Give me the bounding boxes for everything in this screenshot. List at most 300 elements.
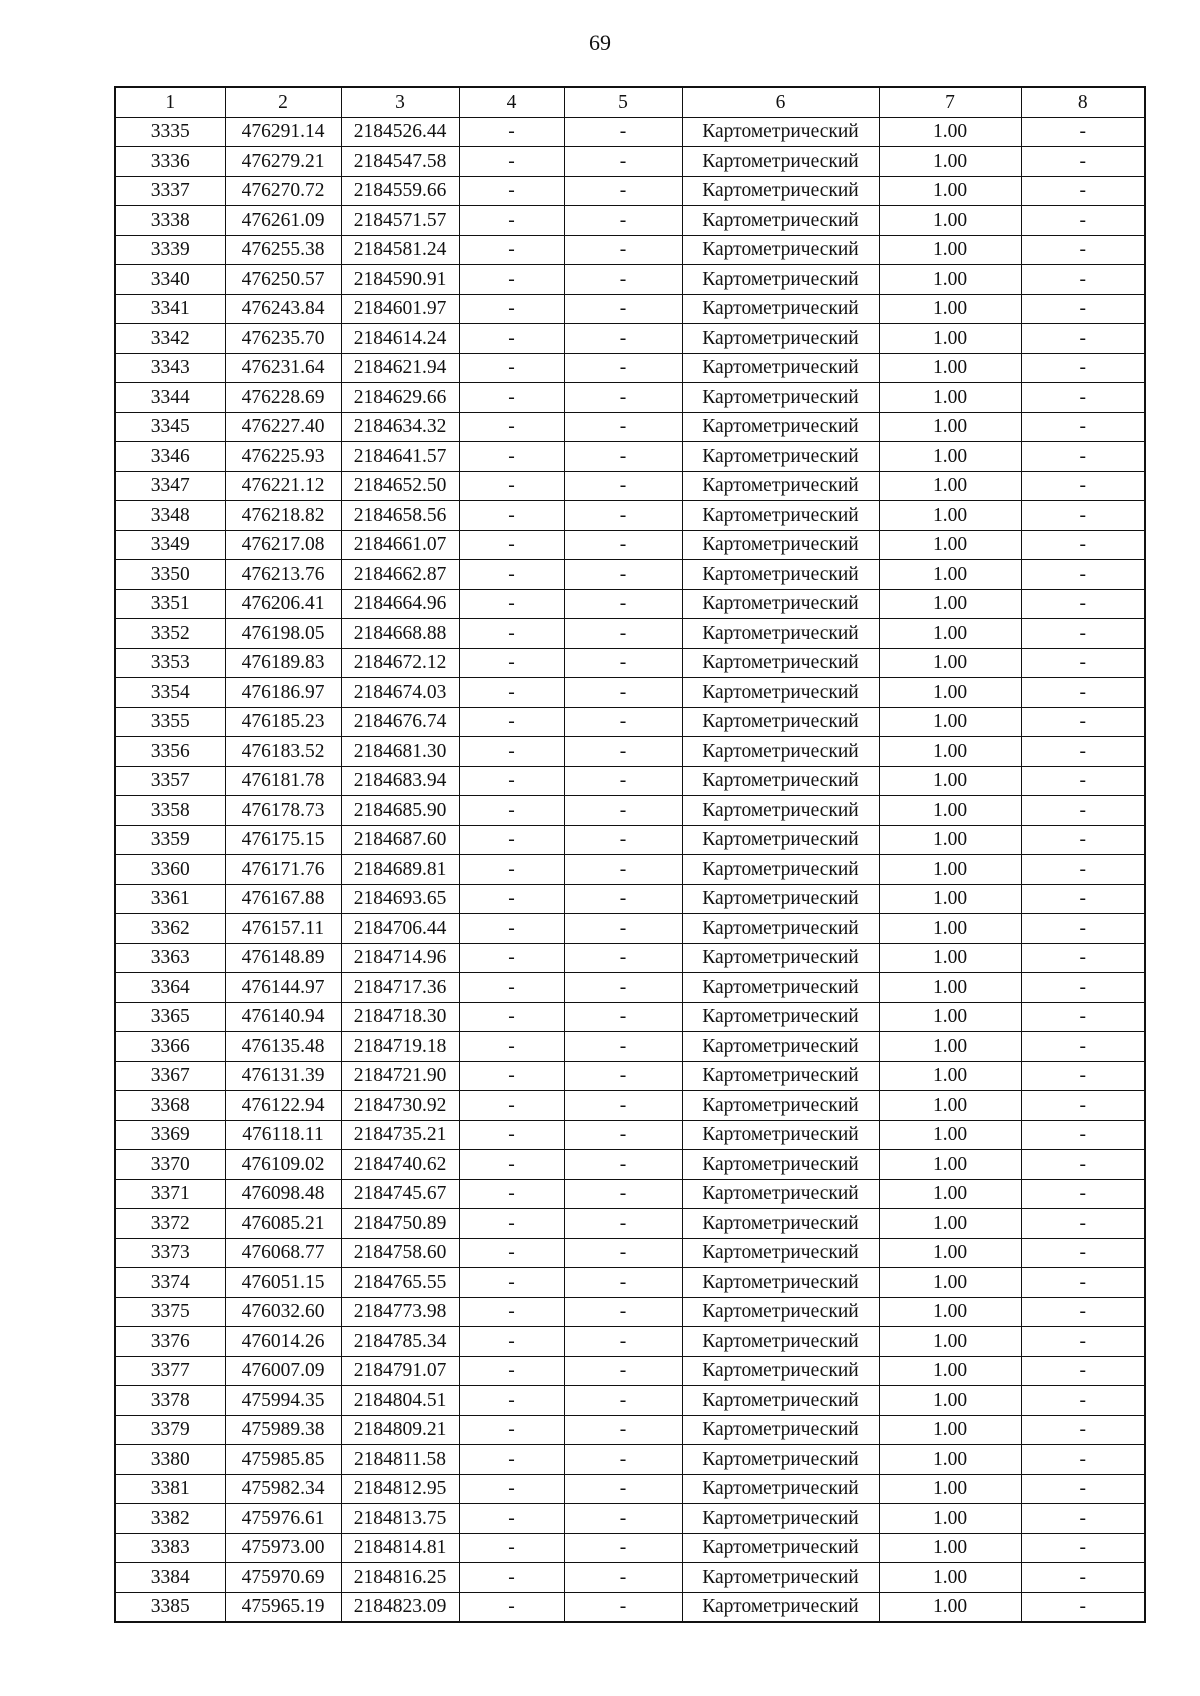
table-cell: 2184758.60 [341, 1238, 459, 1268]
table-cell: 3351 [115, 589, 225, 619]
table-cell: 476085.21 [225, 1209, 341, 1239]
table-cell: - [564, 1268, 682, 1298]
table-cell: 3337 [115, 176, 225, 206]
table-cell: 476198.05 [225, 619, 341, 649]
column-header: 4 [459, 87, 564, 117]
table-cell: 476217.08 [225, 530, 341, 560]
table-cell: 1.00 [879, 1356, 1021, 1386]
page-number: 69 [589, 30, 611, 55]
table-row [115, 1238, 1145, 1268]
table-cell: Картометрический [682, 1209, 879, 1239]
table-cell: - [459, 530, 564, 560]
table-cell: - [564, 1002, 682, 1032]
table-cell: - [459, 619, 564, 649]
table-row [115, 1415, 1145, 1445]
table-cell: 2184668.88 [341, 619, 459, 649]
table-row [115, 943, 1145, 973]
table-row [115, 1533, 1145, 1563]
table-cell: - [564, 1091, 682, 1121]
table-cell: Картометрический [682, 353, 879, 383]
table-cell: 1.00 [879, 471, 1021, 501]
table-cell: 2184750.89 [341, 1209, 459, 1239]
table-cell: 3369 [115, 1120, 225, 1150]
table-cell: 2184811.58 [341, 1445, 459, 1475]
table-cell: Картометрический [682, 1179, 879, 1209]
table-cell: - [1021, 235, 1145, 265]
table-cell: 475982.34 [225, 1474, 341, 1504]
table-cell: - [459, 943, 564, 973]
table-cell: 3356 [115, 737, 225, 767]
table-cell: 1.00 [879, 884, 1021, 914]
table-cell: - [459, 501, 564, 531]
table-cell: Картометрический [682, 914, 879, 944]
table-row [115, 589, 1145, 619]
table-cell: 3381 [115, 1474, 225, 1504]
table-cell: 476068.77 [225, 1238, 341, 1268]
table-cell: Картометрический [682, 1238, 879, 1268]
table-cell: 1.00 [879, 501, 1021, 531]
table-cell: - [459, 1150, 564, 1180]
table-cell: - [564, 353, 682, 383]
table-cell: - [564, 973, 682, 1003]
table-cell: 3349 [115, 530, 225, 560]
table-cell: Картометрический [682, 442, 879, 472]
table-cell: - [1021, 442, 1145, 472]
table-cell: - [564, 1150, 682, 1180]
table-cell: - [1021, 1297, 1145, 1327]
table-cell: - [1021, 324, 1145, 354]
table-cell: - [459, 1209, 564, 1239]
table-cell: 3352 [115, 619, 225, 649]
table-cell: 3350 [115, 560, 225, 590]
table-cell: 3360 [115, 855, 225, 885]
table-cell: 475985.85 [225, 1445, 341, 1475]
table-cell: - [564, 442, 682, 472]
table-cell: - [459, 117, 564, 147]
table-cell: - [459, 1415, 564, 1445]
table-cell: - [564, 147, 682, 177]
table-row [115, 825, 1145, 855]
table-cell: 1.00 [879, 1297, 1021, 1327]
table-cell: 475994.35 [225, 1386, 341, 1416]
table-cell: 2184809.21 [341, 1415, 459, 1445]
table-cell: 3380 [115, 1445, 225, 1475]
table-cell: Картометрический [682, 1563, 879, 1593]
table-cell: 1.00 [879, 560, 1021, 590]
table-cell: 2184652.50 [341, 471, 459, 501]
table-cell: 475976.61 [225, 1504, 341, 1534]
table-cell: 2184689.81 [341, 855, 459, 885]
table-cell: - [564, 501, 682, 531]
table-cell: - [1021, 1179, 1145, 1209]
table-row [115, 383, 1145, 413]
table-cell: 476032.60 [225, 1297, 341, 1327]
table-cell: Картометрический [682, 1032, 879, 1062]
table-cell: 1.00 [879, 1504, 1021, 1534]
table-cell: - [1021, 1386, 1145, 1416]
table-cell: - [459, 1238, 564, 1268]
table-cell: 3339 [115, 235, 225, 265]
table-cell: - [459, 1179, 564, 1209]
table-cell: - [564, 1563, 682, 1593]
table-cell: 1.00 [879, 117, 1021, 147]
table-cell: 2184559.66 [341, 176, 459, 206]
table-cell: - [459, 1120, 564, 1150]
column-header: 7 [879, 87, 1021, 117]
table-cell: 2184721.90 [341, 1061, 459, 1091]
table-cell: 2184773.98 [341, 1297, 459, 1327]
table-cell: - [564, 589, 682, 619]
table-cell: - [459, 855, 564, 885]
table-cell: Картометрический [682, 1356, 879, 1386]
table-cell: Картометрический [682, 737, 879, 767]
table-cell: 476279.21 [225, 147, 341, 177]
table-cell: Картометрический [682, 176, 879, 206]
table-cell: - [564, 1356, 682, 1386]
table-cell: - [1021, 1091, 1145, 1121]
table-cell: Картометрический [682, 294, 879, 324]
table-row [115, 1150, 1145, 1180]
table-cell: - [459, 914, 564, 944]
table-cell: - [1021, 1150, 1145, 1180]
table-cell: 3385 [115, 1592, 225, 1622]
table-row [115, 1209, 1145, 1239]
table-cell: - [459, 442, 564, 472]
table-cell: 2184745.67 [341, 1179, 459, 1209]
table-row [115, 117, 1145, 147]
table-cell: Картометрический [682, 1592, 879, 1622]
table-cell: 2184681.30 [341, 737, 459, 767]
table-row [115, 678, 1145, 708]
table-cell: 3378 [115, 1386, 225, 1416]
table-cell: - [564, 530, 682, 560]
table-cell: Картометрический [682, 383, 879, 413]
table-cell: 1.00 [879, 147, 1021, 177]
table-cell: - [1021, 383, 1145, 413]
table-cell: - [1021, 1327, 1145, 1357]
table-cell: - [459, 560, 564, 590]
table-cell: - [1021, 619, 1145, 649]
table-cell: 475973.00 [225, 1533, 341, 1563]
table-cell: Картометрический [682, 619, 879, 649]
table-cell: 1.00 [879, 235, 1021, 265]
table-cell: 3384 [115, 1563, 225, 1593]
table-row [115, 1061, 1145, 1091]
column-header: 6 [682, 87, 879, 117]
table-row [115, 442, 1145, 472]
table-cell: - [1021, 766, 1145, 796]
table-cell: - [1021, 560, 1145, 590]
table-cell: - [564, 1209, 682, 1239]
table-cell: 476140.94 [225, 1002, 341, 1032]
table-cell: 476098.48 [225, 1179, 341, 1209]
table-cell: - [1021, 1563, 1145, 1593]
table-cell: - [459, 294, 564, 324]
table-cell: 3372 [115, 1209, 225, 1239]
table-cell: - [564, 855, 682, 885]
table-cell: - [459, 648, 564, 678]
table-cell: - [564, 117, 682, 147]
table-cell: - [564, 471, 682, 501]
table-cell: Картометрический [682, 648, 879, 678]
table-cell: Картометрический [682, 560, 879, 590]
table-cell: 2184658.56 [341, 501, 459, 531]
table-cell: Картометрический [682, 766, 879, 796]
table-cell: 1.00 [879, 1327, 1021, 1357]
table-cell: 476189.83 [225, 648, 341, 678]
table-cell: - [564, 707, 682, 737]
table-cell: 3383 [115, 1533, 225, 1563]
column-header: 2 [225, 87, 341, 117]
table-cell: - [459, 678, 564, 708]
table-cell: 3344 [115, 383, 225, 413]
table-cell: - [1021, 796, 1145, 826]
table-cell: Картометрический [682, 796, 879, 826]
table-cell: 1.00 [879, 1002, 1021, 1032]
table-row [115, 206, 1145, 236]
table-cell: - [564, 678, 682, 708]
table-cell: 476014.26 [225, 1327, 341, 1357]
table-cell: - [459, 973, 564, 1003]
table-cell: - [1021, 294, 1145, 324]
table-cell: 475965.19 [225, 1592, 341, 1622]
table-cell: 2184718.30 [341, 1002, 459, 1032]
table-cell: 2184662.87 [341, 560, 459, 590]
table-cell: - [1021, 943, 1145, 973]
table-cell: 1.00 [879, 619, 1021, 649]
table-cell: 3335 [115, 117, 225, 147]
table-cell: 2184693.65 [341, 884, 459, 914]
table-cell: Картометрический [682, 501, 879, 531]
table-cell: Картометрический [682, 1504, 879, 1534]
table-row [115, 147, 1145, 177]
table-cell: 2184601.97 [341, 294, 459, 324]
table-cell: 1.00 [879, 825, 1021, 855]
table-row [115, 1445, 1145, 1475]
table-cell: 476213.76 [225, 560, 341, 590]
table-cell: - [564, 825, 682, 855]
table-row [115, 176, 1145, 206]
table-cell: 1.00 [879, 1386, 1021, 1416]
table-cell: - [459, 383, 564, 413]
table-cell: 1.00 [879, 1032, 1021, 1062]
table-cell: 2184735.21 [341, 1120, 459, 1150]
table-cell: 2184717.36 [341, 973, 459, 1003]
table-cell: 1.00 [879, 589, 1021, 619]
table-cell: 2184823.09 [341, 1592, 459, 1622]
table-cell: 476218.82 [225, 501, 341, 531]
table-cell: - [564, 383, 682, 413]
table-cell: - [1021, 412, 1145, 442]
table-cell: 3364 [115, 973, 225, 1003]
table-cell: 2184765.55 [341, 1268, 459, 1298]
table-cell: Картометрический [682, 973, 879, 1003]
table-cell: 1.00 [879, 1563, 1021, 1593]
table-cell: - [459, 1445, 564, 1475]
table-cell: 476255.38 [225, 235, 341, 265]
table-cell: - [564, 1445, 682, 1475]
table-cell: 2184571.57 [341, 206, 459, 236]
table-cell: 476270.72 [225, 176, 341, 206]
table-cell: 476206.41 [225, 589, 341, 619]
table-cell: Картометрический [682, 943, 879, 973]
table-cell: 3343 [115, 353, 225, 383]
table-cell: 1.00 [879, 1474, 1021, 1504]
table-cell: 1.00 [879, 176, 1021, 206]
table-cell: 3363 [115, 943, 225, 973]
table-cell: - [564, 1415, 682, 1445]
table-row [115, 1179, 1145, 1209]
table-cell: 476148.89 [225, 943, 341, 973]
table-cell: Картометрический [682, 412, 879, 442]
table-cell: - [459, 1533, 564, 1563]
table-row [115, 1032, 1145, 1062]
table-row [115, 1002, 1145, 1032]
table-cell: Картометрический [682, 1415, 879, 1445]
table-cell: - [1021, 1445, 1145, 1475]
table-cell: - [459, 1327, 564, 1357]
table-cell: 476250.57 [225, 265, 341, 295]
table-cell: - [564, 206, 682, 236]
table-cell: - [459, 206, 564, 236]
table-row [115, 1091, 1145, 1121]
table-cell: - [459, 589, 564, 619]
table-cell: - [459, 1268, 564, 1298]
table-cell: 3358 [115, 796, 225, 826]
table-cell: - [1021, 884, 1145, 914]
table-cell: - [459, 737, 564, 767]
table-cell: 476171.76 [225, 855, 341, 885]
table-cell: - [1021, 206, 1145, 236]
table-body [115, 117, 1145, 1622]
table-row [115, 914, 1145, 944]
table-cell: - [459, 796, 564, 826]
table-cell: - [1021, 265, 1145, 295]
table-cell: - [459, 1297, 564, 1327]
table-cell: - [564, 235, 682, 265]
table-cell: Картометрический [682, 117, 879, 147]
table-cell: Картометрический [682, 884, 879, 914]
table-cell: 476175.15 [225, 825, 341, 855]
table-cell: 1.00 [879, 412, 1021, 442]
table-cell: Картометрический [682, 206, 879, 236]
table-cell: 2184664.96 [341, 589, 459, 619]
table-cell: 2184629.66 [341, 383, 459, 413]
table-cell: 3361 [115, 884, 225, 914]
table-cell: 2184641.57 [341, 442, 459, 472]
table-cell: Картометрический [682, 1002, 879, 1032]
table-cell: 2184804.51 [341, 1386, 459, 1416]
table-cell: - [459, 1474, 564, 1504]
table-cell: 476131.39 [225, 1061, 341, 1091]
table-cell: - [564, 766, 682, 796]
table-cell: 476109.02 [225, 1150, 341, 1180]
table-cell: Картометрический [682, 1533, 879, 1563]
table-cell: - [459, 147, 564, 177]
table-cell: Картометрический [682, 1268, 879, 1298]
table-cell: 2184526.44 [341, 117, 459, 147]
table-cell: - [564, 1297, 682, 1327]
table-cell: 1.00 [879, 855, 1021, 885]
table-cell: - [1021, 914, 1145, 944]
table-cell: 3379 [115, 1415, 225, 1445]
table-cell: - [459, 884, 564, 914]
table-cell: 3353 [115, 648, 225, 678]
coordinates-table [114, 86, 1146, 1623]
table-cell: 476291.14 [225, 117, 341, 147]
column-header: 1 [115, 87, 225, 117]
table-cell: 3370 [115, 1150, 225, 1180]
table-cell: - [459, 1002, 564, 1032]
table-row [115, 265, 1145, 295]
table-cell: 476135.48 [225, 1032, 341, 1062]
table-cell: 3336 [115, 147, 225, 177]
table-cell: - [564, 1327, 682, 1357]
table-cell: 1.00 [879, 973, 1021, 1003]
table-cell: Картометрический [682, 707, 879, 737]
table-cell: 2184634.32 [341, 412, 459, 442]
table-cell: - [459, 235, 564, 265]
table-cell: - [1021, 117, 1145, 147]
table-cell: 1.00 [879, 737, 1021, 767]
table-cell: 476183.52 [225, 737, 341, 767]
table-cell: 475989.38 [225, 1415, 341, 1445]
table-cell: 2184672.12 [341, 648, 459, 678]
table-cell: - [1021, 147, 1145, 177]
table-cell: 1.00 [879, 294, 1021, 324]
table-cell: 1.00 [879, 914, 1021, 944]
table-cell: - [564, 1504, 682, 1534]
table-row [115, 619, 1145, 649]
table-row [115, 648, 1145, 678]
table-cell: - [459, 353, 564, 383]
table-cell: 476051.15 [225, 1268, 341, 1298]
table-cell: 1.00 [879, 324, 1021, 354]
table-cell: 2184621.94 [341, 353, 459, 383]
table-cell: - [564, 943, 682, 973]
table-cell: 3375 [115, 1297, 225, 1327]
table-cell: 3355 [115, 707, 225, 737]
table-cell: 476144.97 [225, 973, 341, 1003]
table-cell: - [564, 1592, 682, 1622]
table-cell: - [564, 324, 682, 354]
table-cell: 1.00 [879, 678, 1021, 708]
table-cell: - [459, 707, 564, 737]
column-header: 5 [564, 87, 682, 117]
table-row [115, 1386, 1145, 1416]
table-cell: 2184816.25 [341, 1563, 459, 1593]
table-cell: 1.00 [879, 1238, 1021, 1268]
table-row [115, 1120, 1145, 1150]
table-cell: Картометрический [682, 1327, 879, 1357]
table-cell: Картометрический [682, 1474, 879, 1504]
table-cell: 476007.09 [225, 1356, 341, 1386]
table-cell: 2184590.91 [341, 265, 459, 295]
table-row [115, 412, 1145, 442]
table-cell: 2184730.92 [341, 1091, 459, 1121]
table-cell: - [1021, 1415, 1145, 1445]
table-row [115, 766, 1145, 796]
table-cell: 1.00 [879, 1415, 1021, 1445]
table-cell: 476221.12 [225, 471, 341, 501]
table-cell: 476228.69 [225, 383, 341, 413]
table-cell: - [564, 914, 682, 944]
table-cell: - [564, 1238, 682, 1268]
table-cell: Картометрический [682, 530, 879, 560]
table-cell: - [564, 560, 682, 590]
table-cell: 3374 [115, 1268, 225, 1298]
table-cell: 1.00 [879, 1179, 1021, 1209]
